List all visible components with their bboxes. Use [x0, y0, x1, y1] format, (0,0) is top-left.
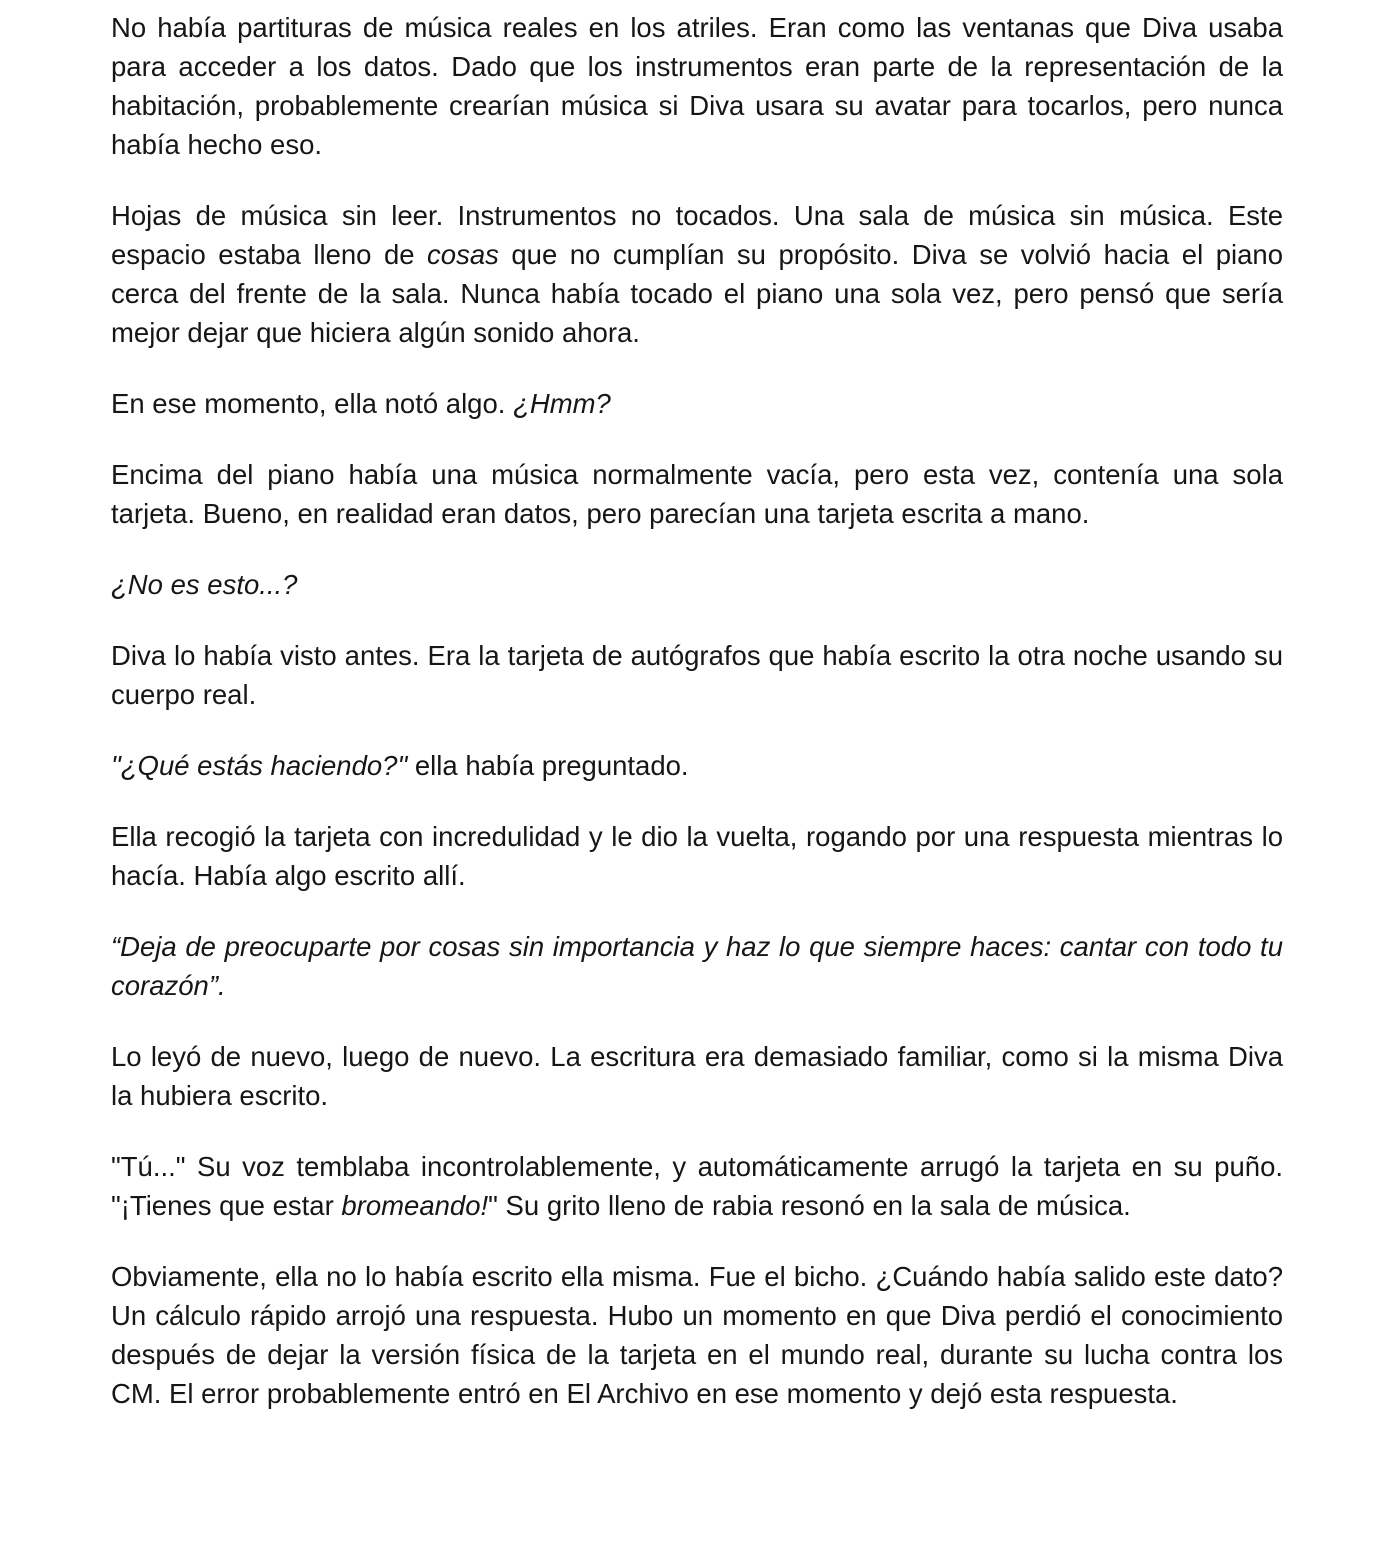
italic-text: “Deja de preocuparte por cosas sin importancia y haz lo que siempre haces: cantar con todo tu corazón”.: [111, 931, 1283, 1001]
paragraph-3: [111, 384, 1283, 423]
text-segment: Lo leyó de nuevo, luego de nuevo. La escritura era demasiado familiar, como si la misma Diva la hubiera escrito.: [111, 1041, 1283, 1111]
paragraph-1: [111, 8, 1283, 164]
text-segment: Ella recogió la tarjeta con incredulidad y le dio la vuelta, rogando por una respuesta mientras lo hacía. Había algo escrito allí.: [111, 821, 1283, 891]
italic-text: ¿Hmm?: [513, 388, 611, 419]
text-segment: Diva lo había visto antes. Era la tarjeta de autógrafos que había escrito la otra noche usando su cuerpo real.: [111, 640, 1283, 710]
text-segment: Obviamente, ella no lo había escrito ella misma. Fue el bicho. ¿Cuándo había salido este dato? Un cálculo rápido arrojó una respuesta. Hubo un momento en que Diva perdió el conocimiento después de dejar la versión física de la tarjeta en el mundo real, durante su lucha contra los CM. El error probablemente entró en El Archivo en ese momento y dejó esta respuesta.: [111, 1261, 1283, 1409]
text-segment: No había partituras de música reales en los atriles. Eran como las ventanas que Diva usaba para acceder a los datos. Dado que los instrumentos eran parte de la representación de la habitación, probablemente crearían música si Diva usara su avatar para tocarlos, pero nunca había hecho eso.: [111, 12, 1283, 160]
italic-text: cosas: [427, 239, 499, 270]
document-page: [111, 8, 1283, 1445]
paragraph-4: [111, 455, 1283, 533]
text-segment: Hojas de música sin leer. Instrumentos no tocados. Una sala de música sin música. Este espacio estaba lleno de: [111, 200, 1283, 270]
text-segment: que no cumplían su propósito. Diva se volvió hacia el piano cerca del frente de la sala. Nunca había tocado el piano una sola vez, pero pensó que sería mejor dejar que hiciera algún sonido ahora.: [111, 239, 1283, 348]
text-segment: Encima del piano había una música normalmente vacía, pero esta vez, contenía una sola tarjeta. Bueno, en realidad eran datos, pero parecían una tarjeta escrita a mano.: [111, 459, 1283, 529]
paragraph-11: [111, 1147, 1283, 1225]
text-segment: "Tú..." Su voz temblaba incontrolablemente, y automáticamente arrugó la tarjeta en su puño. "¡Tienes que estar: [111, 1151, 1283, 1221]
paragraph-10: [111, 1037, 1283, 1115]
paragraph-9: [111, 927, 1283, 1005]
paragraph-12: [111, 1257, 1283, 1413]
text-segment: En ese momento, ella notó algo.: [111, 388, 514, 419]
paragraph-7: [111, 746, 1283, 785]
italic-text: ¿No es esto...?: [111, 569, 298, 600]
paragraph-6: [111, 636, 1283, 714]
text-segment: ella había preguntado.: [407, 750, 689, 781]
paragraph-8: [111, 817, 1283, 895]
text-segment: " Su grito lleno de rabia resonó en la sala de música.: [488, 1190, 1131, 1221]
paragraph-5: [111, 565, 1283, 604]
italic-text: bromeando!: [341, 1190, 489, 1221]
italic-text: "¿Qué estás haciendo?": [111, 750, 408, 781]
paragraph-2: [111, 196, 1283, 352]
